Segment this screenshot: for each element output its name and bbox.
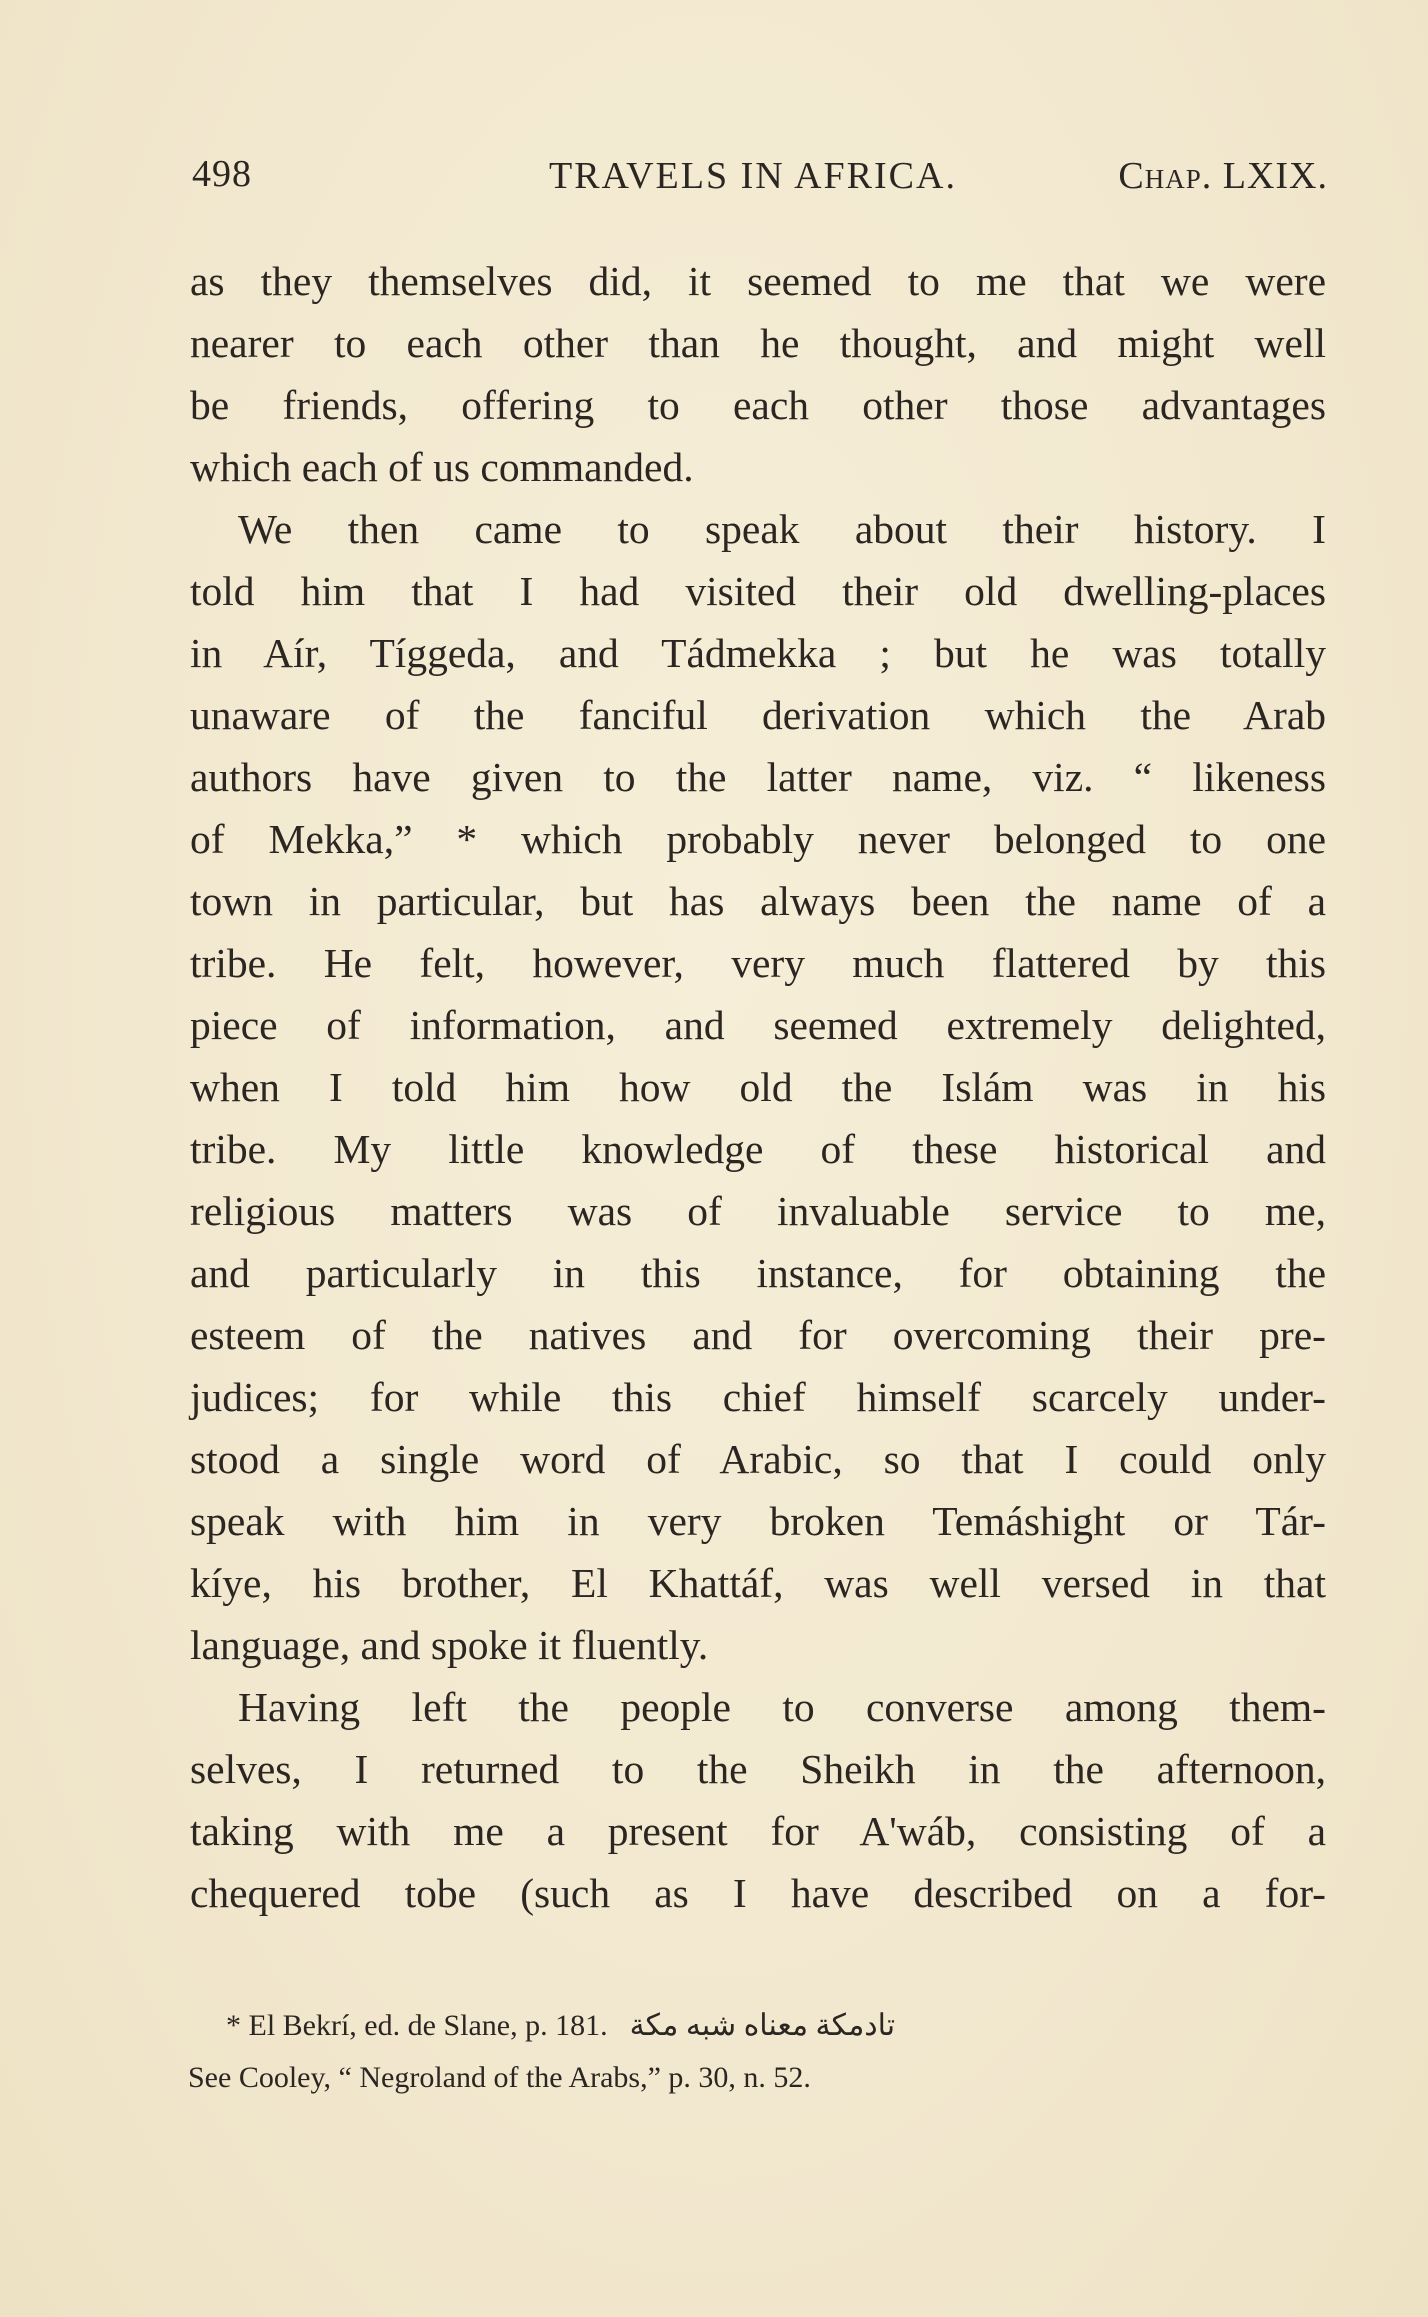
- text-line: and particularly in this instance, for obtaining the: [190, 1250, 1326, 1296]
- running-title: TRAVELS IN AFRICA.: [549, 155, 957, 197]
- text-line: tribe. My little knowledge of these historical and: [190, 1126, 1326, 1172]
- footnote-arabic: تادمكة معناه شبه مكة: [629, 2009, 896, 2042]
- chapter-label: Chap. LXIX.: [1118, 155, 1328, 197]
- text-line: selves, I returned to the Sheikh in the afternoon,: [190, 1746, 1326, 1792]
- text-line: taking with me a present for A'wáb, consisting of a: [190, 1808, 1326, 1854]
- text-line: as they themselves did, it seemed to me that we were: [190, 258, 1326, 304]
- text-line: language, and spoke it fluently.: [190, 1622, 709, 1668]
- text-line: nearer to each other than he thought, and might well: [190, 320, 1326, 366]
- text-line: be friends, offering to each other those advantages: [190, 382, 1326, 428]
- text-line: unaware of the fanciful derivation which the Arab: [190, 692, 1326, 738]
- text-line: authors have given to the latter name, viz. “ likeness: [190, 754, 1326, 800]
- footnote: [188, 2000, 1324, 2104]
- text-line: piece of information, and seemed extremely delighted,: [190, 1002, 1326, 1048]
- text-line: which each of us commanded.: [190, 444, 694, 490]
- text-line: of Mekka,” * which probably never belonged to one: [190, 816, 1326, 862]
- text-line: religious matters was of invaluable service to me,: [190, 1188, 1326, 1234]
- text-line: We then came to speak about their history. I: [238, 506, 1326, 552]
- page-number: 498: [192, 153, 252, 195]
- text-line: judices; for while this chief himself scarcely under-: [190, 1374, 1326, 1420]
- text-line: speak with him in very broken Temáshight or Tár-: [190, 1498, 1326, 1544]
- text-line: town in particular, but has always been the name of a: [190, 878, 1326, 924]
- text-line: esteem of the natives and for overcoming their pre-: [190, 1312, 1326, 1358]
- text-line: Having left the people to converse among them-: [238, 1684, 1326, 1730]
- text-line: stood a single word of Arabic, so that I could only: [190, 1436, 1326, 1482]
- body-text: [190, 250, 1326, 1924]
- text-line: kíye, his brother, El Khattáf, was well versed in that: [190, 1560, 1326, 1606]
- text-line: in Aír, Tíggeda, and Tádmekka ; but he was totally: [190, 630, 1326, 676]
- text-line: when I told him how old the Islám was in his: [190, 1064, 1326, 1110]
- footnote-line: See Cooley, “ Negroland of the Arabs,” p. 30, n. 52.: [188, 2061, 811, 2094]
- text-line: chequered tobe (such as I have described on a for-: [190, 1870, 1326, 1916]
- footnote-line: [188, 2000, 1324, 2052]
- running-header: [192, 152, 1328, 202]
- footnote-citation: * El Bekrí, ed. de Slane, p. 181.: [226, 2009, 608, 2042]
- text-line: tribe. He felt, however, very much flattered by this: [190, 940, 1326, 986]
- text-line: told him that I had visited their old dwelling-places: [190, 568, 1326, 614]
